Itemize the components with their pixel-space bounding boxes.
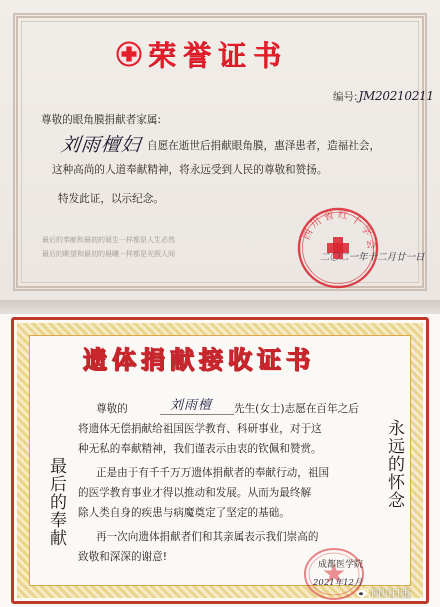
certificate-body-line: 的医学教育事业才得以推动和发展。从而为最终解	[78, 487, 312, 499]
certificate-body-line: 种无私的奉献精神，我们谨表示由衷的钦佩和赞赏。	[78, 443, 322, 455]
salutation: 尊敬的	[96, 403, 128, 415]
red-cross-emblem-icon	[116, 41, 142, 67]
honor-certificate	[0, 0, 440, 300]
side-motto-right: 永远的怀念	[384, 419, 404, 509]
photo-divider	[0, 300, 440, 314]
red-cross-society-seal-icon	[295, 205, 381, 291]
faded-quote-line: 最后的眺望和最初的晨曦一样都是光照人间	[42, 250, 175, 258]
weibo-watermark	[356, 586, 436, 604]
donor-name-handwritten: 刘雨檀妇	[59, 134, 143, 156]
weibo-logo-icon	[356, 587, 369, 598]
certificate-body-line: 将遗体无偿捐献给祖国医学教育、科研事业，对于这	[78, 423, 322, 435]
body-donation-certificate	[0, 314, 440, 607]
issue-date: 2021年12月	[313, 578, 363, 588]
certificate-body-line: 正是由于有千千万万遗体捐献者的奉献行动，祖国	[96, 467, 330, 479]
issue-date: 二〇二一年十二月廿一日	[320, 252, 425, 263]
name-underline	[160, 414, 234, 415]
certificate-body-line: 先生(女士)志愿在百年之后	[234, 403, 359, 415]
certificate-body-line: 自愿在逝世后捐献眼角膜，惠泽患者，造福社会，	[147, 140, 381, 152]
serial-value: JM20210211	[358, 89, 434, 103]
side-motto-left: 最后的奉献	[46, 457, 66, 547]
certificate-body-line: 除人类自身的疾患与病魔奠定了坚定的基础。	[78, 507, 290, 519]
watermark-text: 四川日报	[371, 589, 411, 600]
certificate-body-line: 致敬和深深的谢意!	[78, 551, 167, 563]
serial-label: 编号:	[333, 91, 358, 103]
serial-number	[333, 87, 434, 105]
seal-text: 四川省红十字会	[301, 209, 377, 253]
certificate-title: 遗体捐献接收证书	[83, 345, 315, 374]
certificate-body-line: 这种高尚的人道奉献精神，将永远受到人民的尊敬和赞扬。	[52, 164, 328, 176]
donor-name-handwritten: 刘雨檀	[170, 398, 213, 413]
salutation: 尊敬的眼角膜捐献者家属:	[41, 114, 162, 126]
issuing-organization: 成都医学院	[318, 560, 364, 570]
faded-quote-line: 最后的奉献和最初的诞生一样都是人生必然	[42, 236, 175, 244]
certificate-closing-line: 特发此证，以示纪念。	[58, 193, 164, 205]
certificate-title: 荣誉证书	[148, 39, 289, 72]
certificate-body-line: 再一次向遗体捐献者们和其亲属表示我们崇高的	[96, 531, 319, 543]
